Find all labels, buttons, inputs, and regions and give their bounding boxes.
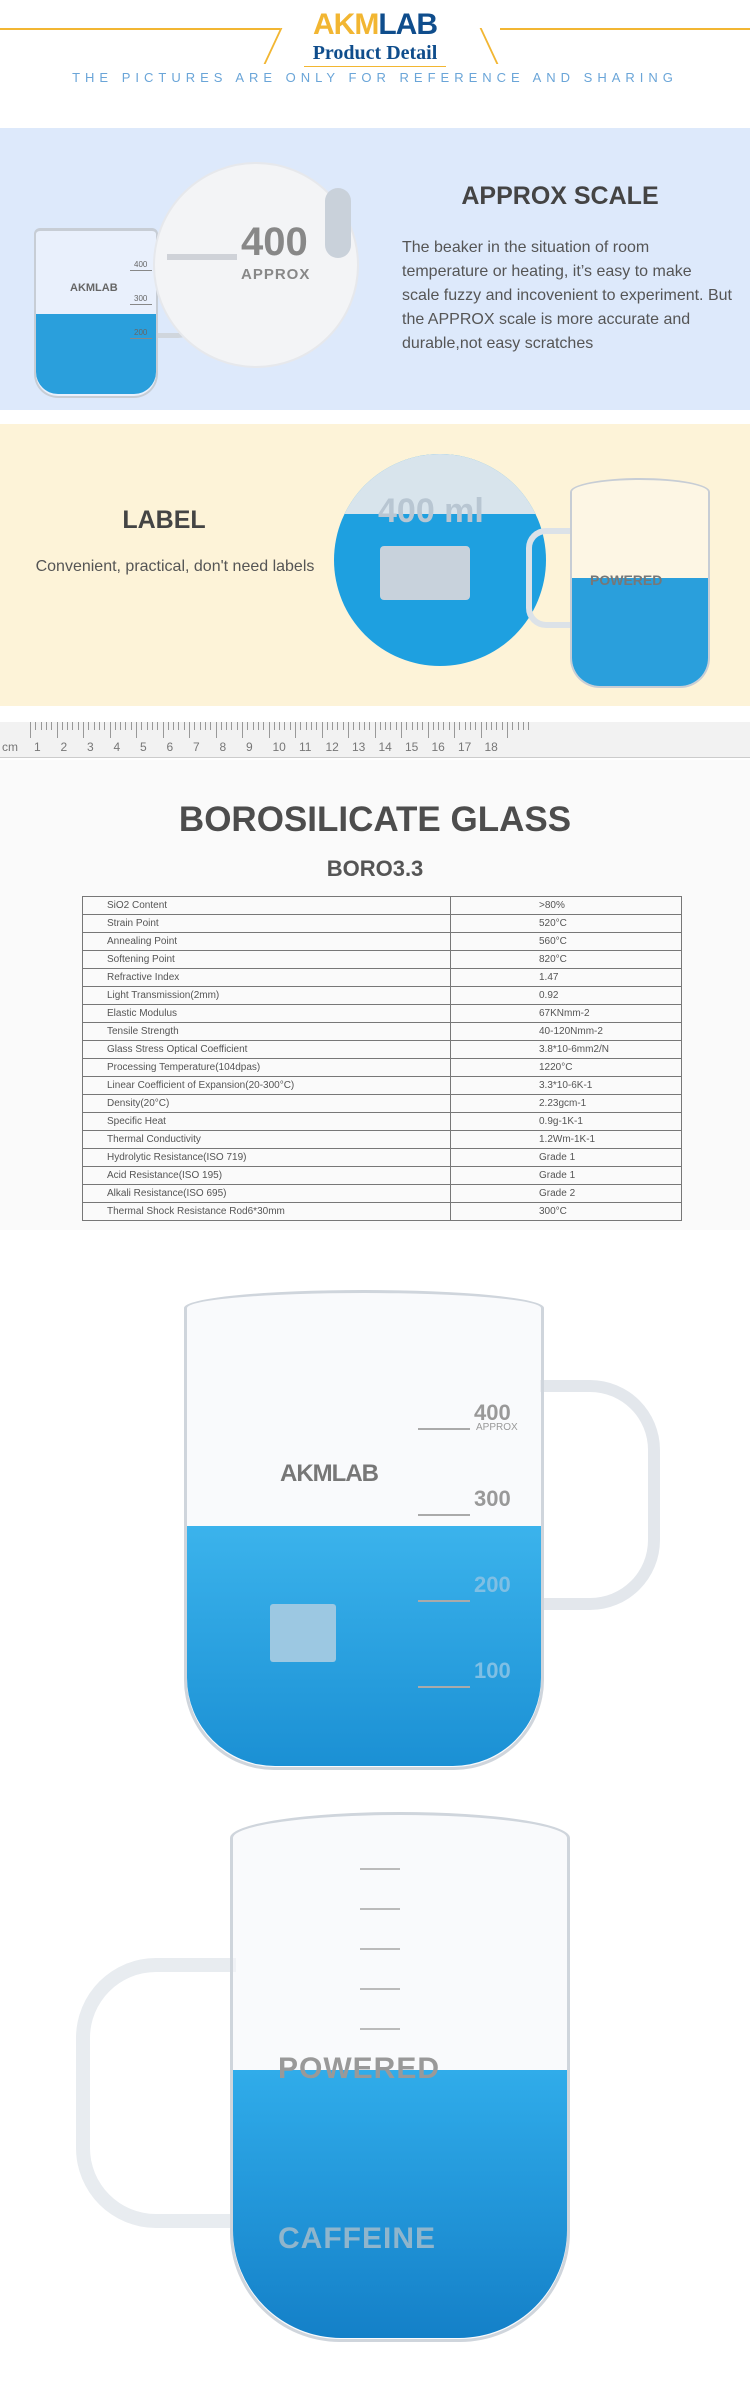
ruler-tick [380, 722, 381, 730]
grad-label: 300 [134, 294, 148, 303]
ruler-tick [67, 722, 68, 730]
ruler-tick [120, 722, 121, 730]
approx-scale-text: The beaker in the situation of room temperature or heating, it’s easy to make scale fuzzy and incovenient to experiment. But the APPROX scale is more accurate and durable,not easy scratches [402, 239, 732, 352]
ruler-tick [226, 722, 227, 730]
ruler-number: 12 [325, 740, 339, 754]
label-text: Convenient, practical, don't need labels [35, 558, 315, 575]
spec-row [83, 1131, 682, 1149]
ruler-tick [322, 722, 323, 738]
ruler-tick [528, 722, 529, 730]
ruler-tick [417, 722, 418, 730]
spec-row [83, 1149, 682, 1167]
zoom-tick [167, 254, 237, 260]
spec-property: SiO2 Content [83, 897, 451, 915]
grad-line [418, 1686, 470, 1688]
spec-property: Linear Coefficient of Expansion(20-300°C) [83, 1077, 451, 1095]
zoom-label-patch [380, 546, 470, 600]
ruler-tick [51, 722, 52, 730]
ruler [0, 722, 750, 758]
spec-row [83, 969, 682, 987]
ruler-tick [168, 722, 169, 730]
ruler-number: 8 [219, 740, 227, 754]
zoom-volume-text: 400 ml [378, 492, 484, 530]
spec-property: Acid Resistance(ISO 195) [83, 1167, 451, 1185]
ruler-tick [364, 722, 365, 730]
spec-property: Strain Point [83, 915, 451, 933]
spec-row [83, 915, 682, 933]
boro-title: BOROSILICATE GLASS [178, 800, 572, 839]
grad-line [418, 1428, 470, 1430]
logo-left: AKM [313, 8, 379, 41]
grad-line [360, 1868, 400, 1870]
beaker-handle [526, 528, 572, 628]
spec-property: Tensile Strength [83, 1023, 451, 1041]
ruler-number: 14 [378, 740, 392, 754]
ruler-tick [88, 722, 89, 730]
ruler-tick [316, 722, 317, 730]
ruler-tick [35, 722, 36, 730]
ruler-tick [147, 722, 148, 730]
spec-value: 3.8*10-6mm2/N [451, 1041, 682, 1059]
spec-property: Softening Point [83, 951, 451, 969]
ruler-tick [125, 722, 126, 730]
ruler-tick [443, 722, 444, 730]
ruler-tick [131, 722, 132, 730]
ruler-number: 1 [34, 740, 41, 754]
ruler-tick [205, 722, 206, 730]
ruler-tick [475, 722, 476, 730]
beaker-handle [76, 1958, 236, 2228]
ruler-tick [337, 722, 338, 730]
beaker-print: POWERED [590, 572, 663, 588]
ruler-tick [104, 722, 105, 730]
ruler-number: 3 [87, 740, 94, 754]
grad-label: 300 [474, 1486, 511, 1511]
spec-value: 2.23gcm-1 [451, 1095, 682, 1113]
ruler-tick [502, 722, 503, 730]
ruler-tick [396, 722, 397, 730]
ruler-tick [496, 722, 497, 730]
ruler-number: 15 [405, 740, 419, 754]
ruler-tick [163, 722, 164, 738]
grad-line [360, 1908, 400, 1910]
ruler-tick [390, 722, 391, 730]
grad-line [360, 1988, 400, 1990]
ruler-number: 16 [431, 740, 445, 754]
ruler-tick [311, 722, 312, 730]
spec-value: 520°C [451, 915, 682, 933]
spec-row [83, 1005, 682, 1023]
spec-property: Annealing Point [83, 933, 451, 951]
grad-line [360, 2028, 400, 2030]
ruler-number: 13 [352, 740, 366, 754]
zoom-approx: APPROX [241, 266, 311, 283]
grad-line [418, 1514, 470, 1516]
ruler-number: 10 [272, 740, 286, 754]
grad-line [360, 1948, 400, 1950]
ruler-tick [465, 722, 466, 730]
ruler-number: 11 [299, 740, 312, 754]
ruler-number: 5 [140, 740, 147, 754]
ruler-tick [258, 722, 259, 730]
mug-beaker-image [520, 468, 720, 706]
ruler-tick [242, 722, 243, 738]
ruler-tick [348, 722, 349, 738]
spec-row [83, 987, 682, 1005]
ruler-tick [353, 722, 354, 730]
spec-row [83, 1041, 682, 1059]
ruler-tick [237, 722, 238, 730]
ruler-tick [290, 722, 291, 730]
spec-row [83, 1185, 682, 1203]
ruler-tick [200, 722, 201, 730]
ruler-number: 2 [60, 740, 68, 754]
ruler-tick [41, 722, 42, 730]
beaker-back-image [40, 1808, 640, 2368]
spec-property: Refractive Index [83, 969, 451, 987]
spec-row [83, 951, 682, 969]
ruler-tick [231, 722, 232, 730]
beaker-liquid [36, 314, 156, 394]
spec-value: Grade 1 [451, 1167, 682, 1185]
spec-table [82, 896, 682, 1221]
ruler-tick [253, 722, 254, 730]
grad-label: 200 [474, 1572, 511, 1597]
ruler-tick [216, 722, 217, 738]
grad-label: 400 [134, 260, 148, 269]
beaker-brand: AKMLAB [70, 282, 118, 294]
borosilicate-section [0, 760, 750, 1230]
ruler-tick [178, 722, 179, 730]
ruler-tick [332, 722, 333, 730]
spec-property: Processing Temperature(104dpas) [83, 1059, 451, 1077]
spec-property: Hydrolytic Resistance(ISO 719) [83, 1149, 451, 1167]
spec-value: 40-120Nmm-2 [451, 1023, 682, 1041]
ruler-tick [269, 722, 270, 738]
ruler-tick [94, 722, 95, 730]
ruler-tick [507, 722, 508, 738]
subtitle-underline [304, 66, 446, 67]
spec-value: 1220°C [451, 1059, 682, 1077]
grad-label: 100 [474, 1658, 511, 1683]
spec-row [83, 897, 682, 915]
brand-logo [0, 8, 750, 42]
ruler-tick [62, 722, 63, 730]
ruler-tick [406, 722, 407, 730]
spec-row [83, 1095, 682, 1113]
beaker-handle [540, 1380, 660, 1610]
ruler-tick [327, 722, 328, 730]
spec-value: 0.92 [451, 987, 682, 1005]
ruler-tick [295, 722, 296, 738]
spec-row [83, 1167, 682, 1185]
beaker-rim-detail [325, 188, 351, 258]
label-title: LABEL [122, 506, 206, 534]
ruler-tick [110, 722, 111, 738]
spec-row [83, 1059, 682, 1077]
beaker-label-patch [270, 1604, 336, 1662]
ruler-tick [523, 722, 524, 730]
spec-row [83, 933, 682, 951]
approx-mark: APPROX [476, 1422, 518, 1433]
ruler-tick [284, 722, 285, 730]
beaker-brand: AKMLAB [280, 1460, 378, 1487]
page-subtitle: Product Detail [312, 42, 438, 64]
ruler-tick [115, 722, 116, 730]
beaker-print-top: POWERED [278, 2052, 441, 2085]
ruler-tick [428, 722, 429, 738]
ruler-number: 4 [113, 740, 121, 754]
grad-line [130, 338, 152, 339]
grad-label: 200 [134, 328, 148, 337]
ruler-tick [30, 722, 31, 738]
ruler-tick [274, 722, 275, 730]
ruler-number: 18 [484, 740, 498, 754]
ruler-tick [486, 722, 487, 730]
grad-line [418, 1600, 470, 1602]
ruler-tick [491, 722, 492, 730]
ruler-tick [72, 722, 73, 730]
beaker-liquid [572, 578, 708, 686]
ruler-tick [359, 722, 360, 730]
ruler-tick [422, 722, 423, 730]
ruler-tick [518, 722, 519, 730]
spec-property: Thermal Conductivity [83, 1131, 451, 1149]
ruler-tick [210, 722, 211, 730]
label-section [0, 424, 750, 706]
ruler-tick [46, 722, 47, 730]
grad-line [130, 304, 152, 305]
tagline: THE PICTURES ARE ONLY FOR REFERENCE AND SHARING [72, 70, 678, 85]
spec-value: 300°C [451, 1203, 682, 1221]
ruler-tick [470, 722, 471, 730]
beaker-front-image [160, 1270, 720, 1790]
spec-value: Grade 2 [451, 1185, 682, 1203]
spec-value: 3.3*10-6K-1 [451, 1077, 682, 1095]
spec-value: Grade 1 [451, 1149, 682, 1167]
spec-property: Alkali Resistance(ISO 695) [83, 1185, 451, 1203]
ruler-tick [481, 722, 482, 738]
ruler-tick [221, 722, 222, 730]
ruler-tick [141, 722, 142, 730]
ruler-tick [385, 722, 386, 730]
grad-label: 400 [474, 1400, 511, 1425]
ruler-tick [184, 722, 185, 730]
ruler-tick [263, 722, 264, 730]
ruler-tick [369, 722, 370, 730]
spec-property: Elastic Modulus [83, 1005, 451, 1023]
spec-value: 1.47 [451, 969, 682, 987]
ruler-tick [306, 722, 307, 730]
approx-scale-title: APPROX SCALE [461, 182, 659, 210]
ruler-tick [412, 722, 413, 730]
spec-value: 67KNmm-2 [451, 1005, 682, 1023]
ruler-tick [78, 722, 79, 730]
spec-row [83, 1113, 682, 1131]
ruler-tick [438, 722, 439, 730]
ruler-tick [57, 722, 58, 738]
ruler-tick [189, 722, 190, 738]
spec-value: 0.9g-1K-1 [451, 1113, 682, 1131]
logo-right: LAB [378, 8, 437, 41]
spec-property: Light Transmission(2mm) [83, 987, 451, 1005]
ruler-tick [454, 722, 455, 738]
ruler-tick [247, 722, 248, 730]
ruler-tick [433, 722, 434, 730]
ruler-tick [157, 722, 158, 730]
ruler-tick [300, 722, 301, 730]
spec-value: 1.2Wm-1K-1 [451, 1131, 682, 1149]
beaker-print-bottom: CAFFEINE [278, 2222, 436, 2255]
ruler-tick [375, 722, 376, 738]
ruler-tick [136, 722, 137, 738]
spec-row [83, 1203, 682, 1221]
spec-property: Specific Heat [83, 1113, 451, 1131]
ruler-unit: cm [2, 740, 18, 754]
spec-value: >80% [451, 897, 682, 915]
ruler-number: 17 [458, 740, 472, 754]
spec-property: Thermal Shock Resistance Rod6*30mm [83, 1203, 451, 1221]
ruler-tick [83, 722, 84, 738]
ruler-number: 9 [246, 740, 253, 754]
zoom-number: 400 [241, 220, 308, 264]
ruler-tick [512, 722, 513, 730]
approx-scale-section [0, 128, 750, 410]
ruler-number: 6 [166, 740, 174, 754]
boro-subtitle: BORO3.3 [326, 856, 424, 881]
ruler-tick [279, 722, 280, 730]
ruler-tick [449, 722, 450, 730]
ruler-tick [173, 722, 174, 730]
grad-line [130, 270, 152, 271]
spec-row [83, 1023, 682, 1041]
spec-value: 560°C [451, 933, 682, 951]
spec-row [83, 1077, 682, 1095]
label-zoom-circle [334, 454, 546, 666]
ruler-tick [343, 722, 344, 730]
page-header [0, 0, 750, 128]
spec-property: Density(20°C) [83, 1095, 451, 1113]
spec-property: Glass Stress Optical Coefficient [83, 1041, 451, 1059]
beaker-liquid [233, 2070, 567, 2338]
ruler-tick [459, 722, 460, 730]
ruler-tick [152, 722, 153, 730]
ruler-tick [99, 722, 100, 730]
ruler-tick [194, 722, 195, 730]
ruler-number: 7 [193, 740, 200, 754]
ruler-tick [401, 722, 402, 738]
spec-value: 820°C [451, 951, 682, 969]
beaker-liquid [187, 1526, 541, 1766]
